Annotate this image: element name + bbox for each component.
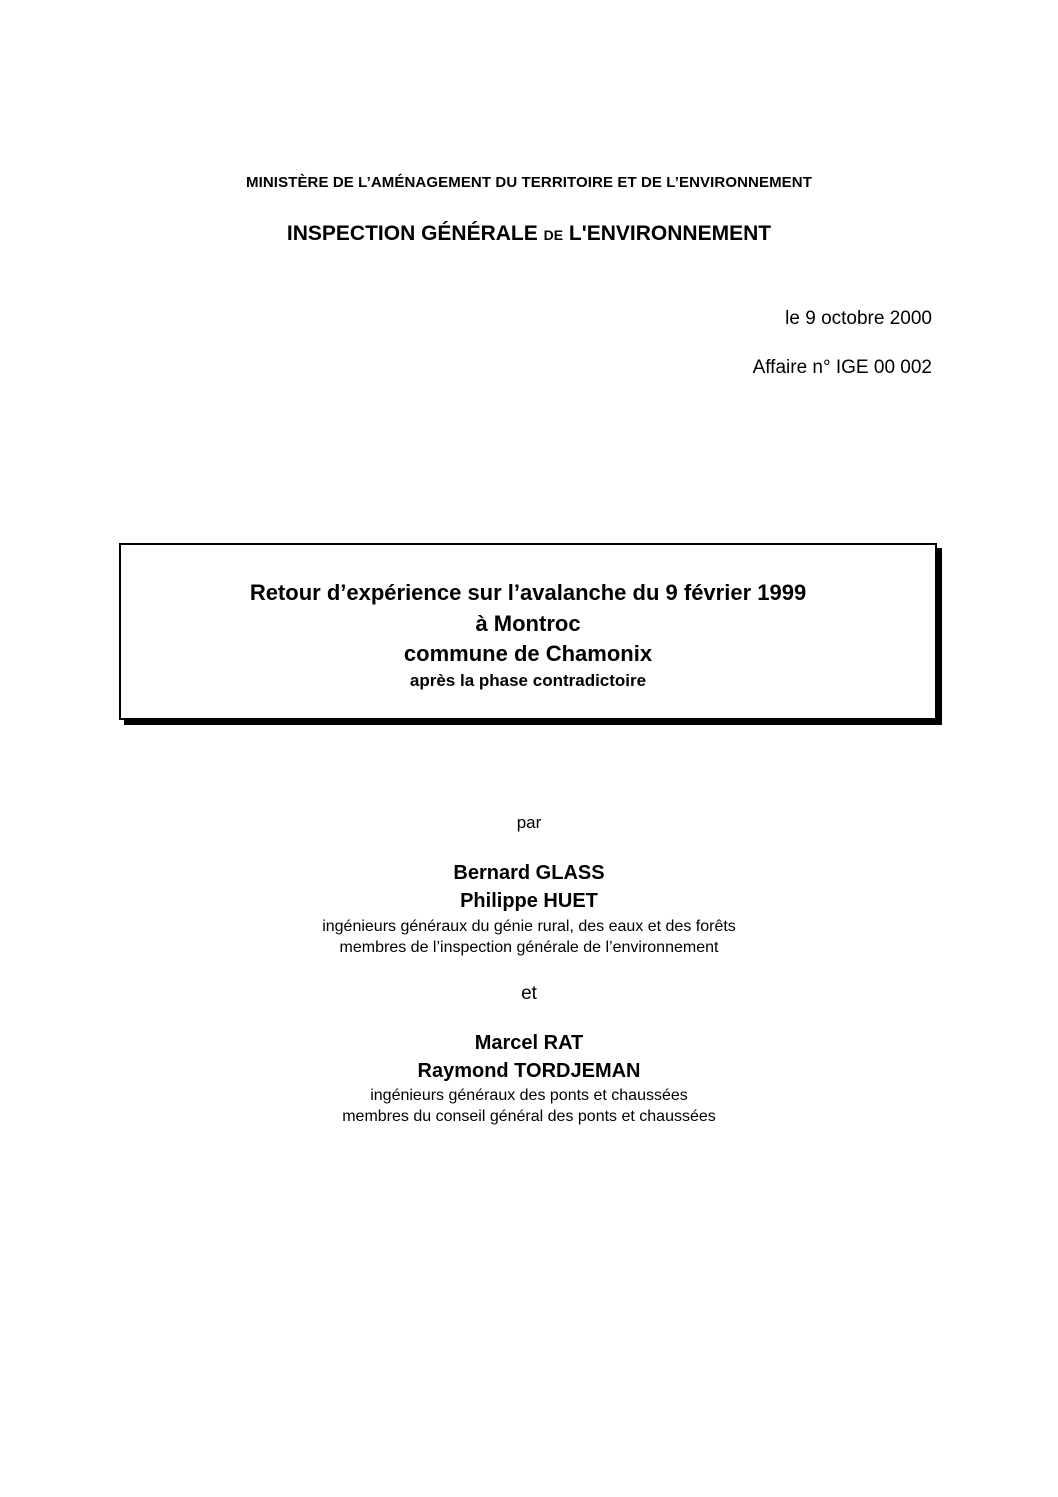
author-description: membres de l’inspection générale de l’environnement: [339, 939, 719, 956]
document-date: le 9 octobre 2000: [785, 308, 932, 329]
title-line-2: à Montroc: [475, 611, 581, 636]
author-description: membres du conseil général des ponts et chaussées: [342, 1108, 716, 1125]
inspection-heading-main: INSPECTION GÉNÉRALE: [286, 222, 544, 245]
inspection-heading-env: L'ENVIRONNEMENT: [563, 222, 772, 245]
by-label: par: [516, 813, 542, 832]
author-name: Raymond TORDJEMAN: [417, 1060, 641, 1082]
title-line-4: après la phase contradictoire: [409, 671, 647, 690]
author-name: Philippe HUET: [460, 890, 598, 912]
inspection-heading-de: DE: [543, 227, 564, 243]
author-name: Marcel RAT: [474, 1032, 584, 1054]
title-line-3: commune de Chamonix: [403, 641, 653, 666]
author-description: ingénieurs généraux du génie rural, des eaux et des forêts: [322, 918, 736, 935]
and-label: et: [521, 983, 537, 1004]
author-name: Bernard GLASS: [453, 862, 605, 884]
ministry-heading: MINISTÈRE DE L’AMÉNAGEMENT DU TERRITOIRE ET DE L’ENVIRONNEMENT: [246, 174, 812, 191]
title-box: [119, 543, 937, 720]
author-description: ingénieurs généraux des ponts et chaussées: [370, 1087, 688, 1104]
affaire-number: Affaire n° IGE 00 002: [752, 357, 932, 378]
inspection-heading: [0, 222, 1058, 246]
title-line-1: Retour d’expérience sur l’avalanche du 9 février 1999: [249, 580, 807, 605]
